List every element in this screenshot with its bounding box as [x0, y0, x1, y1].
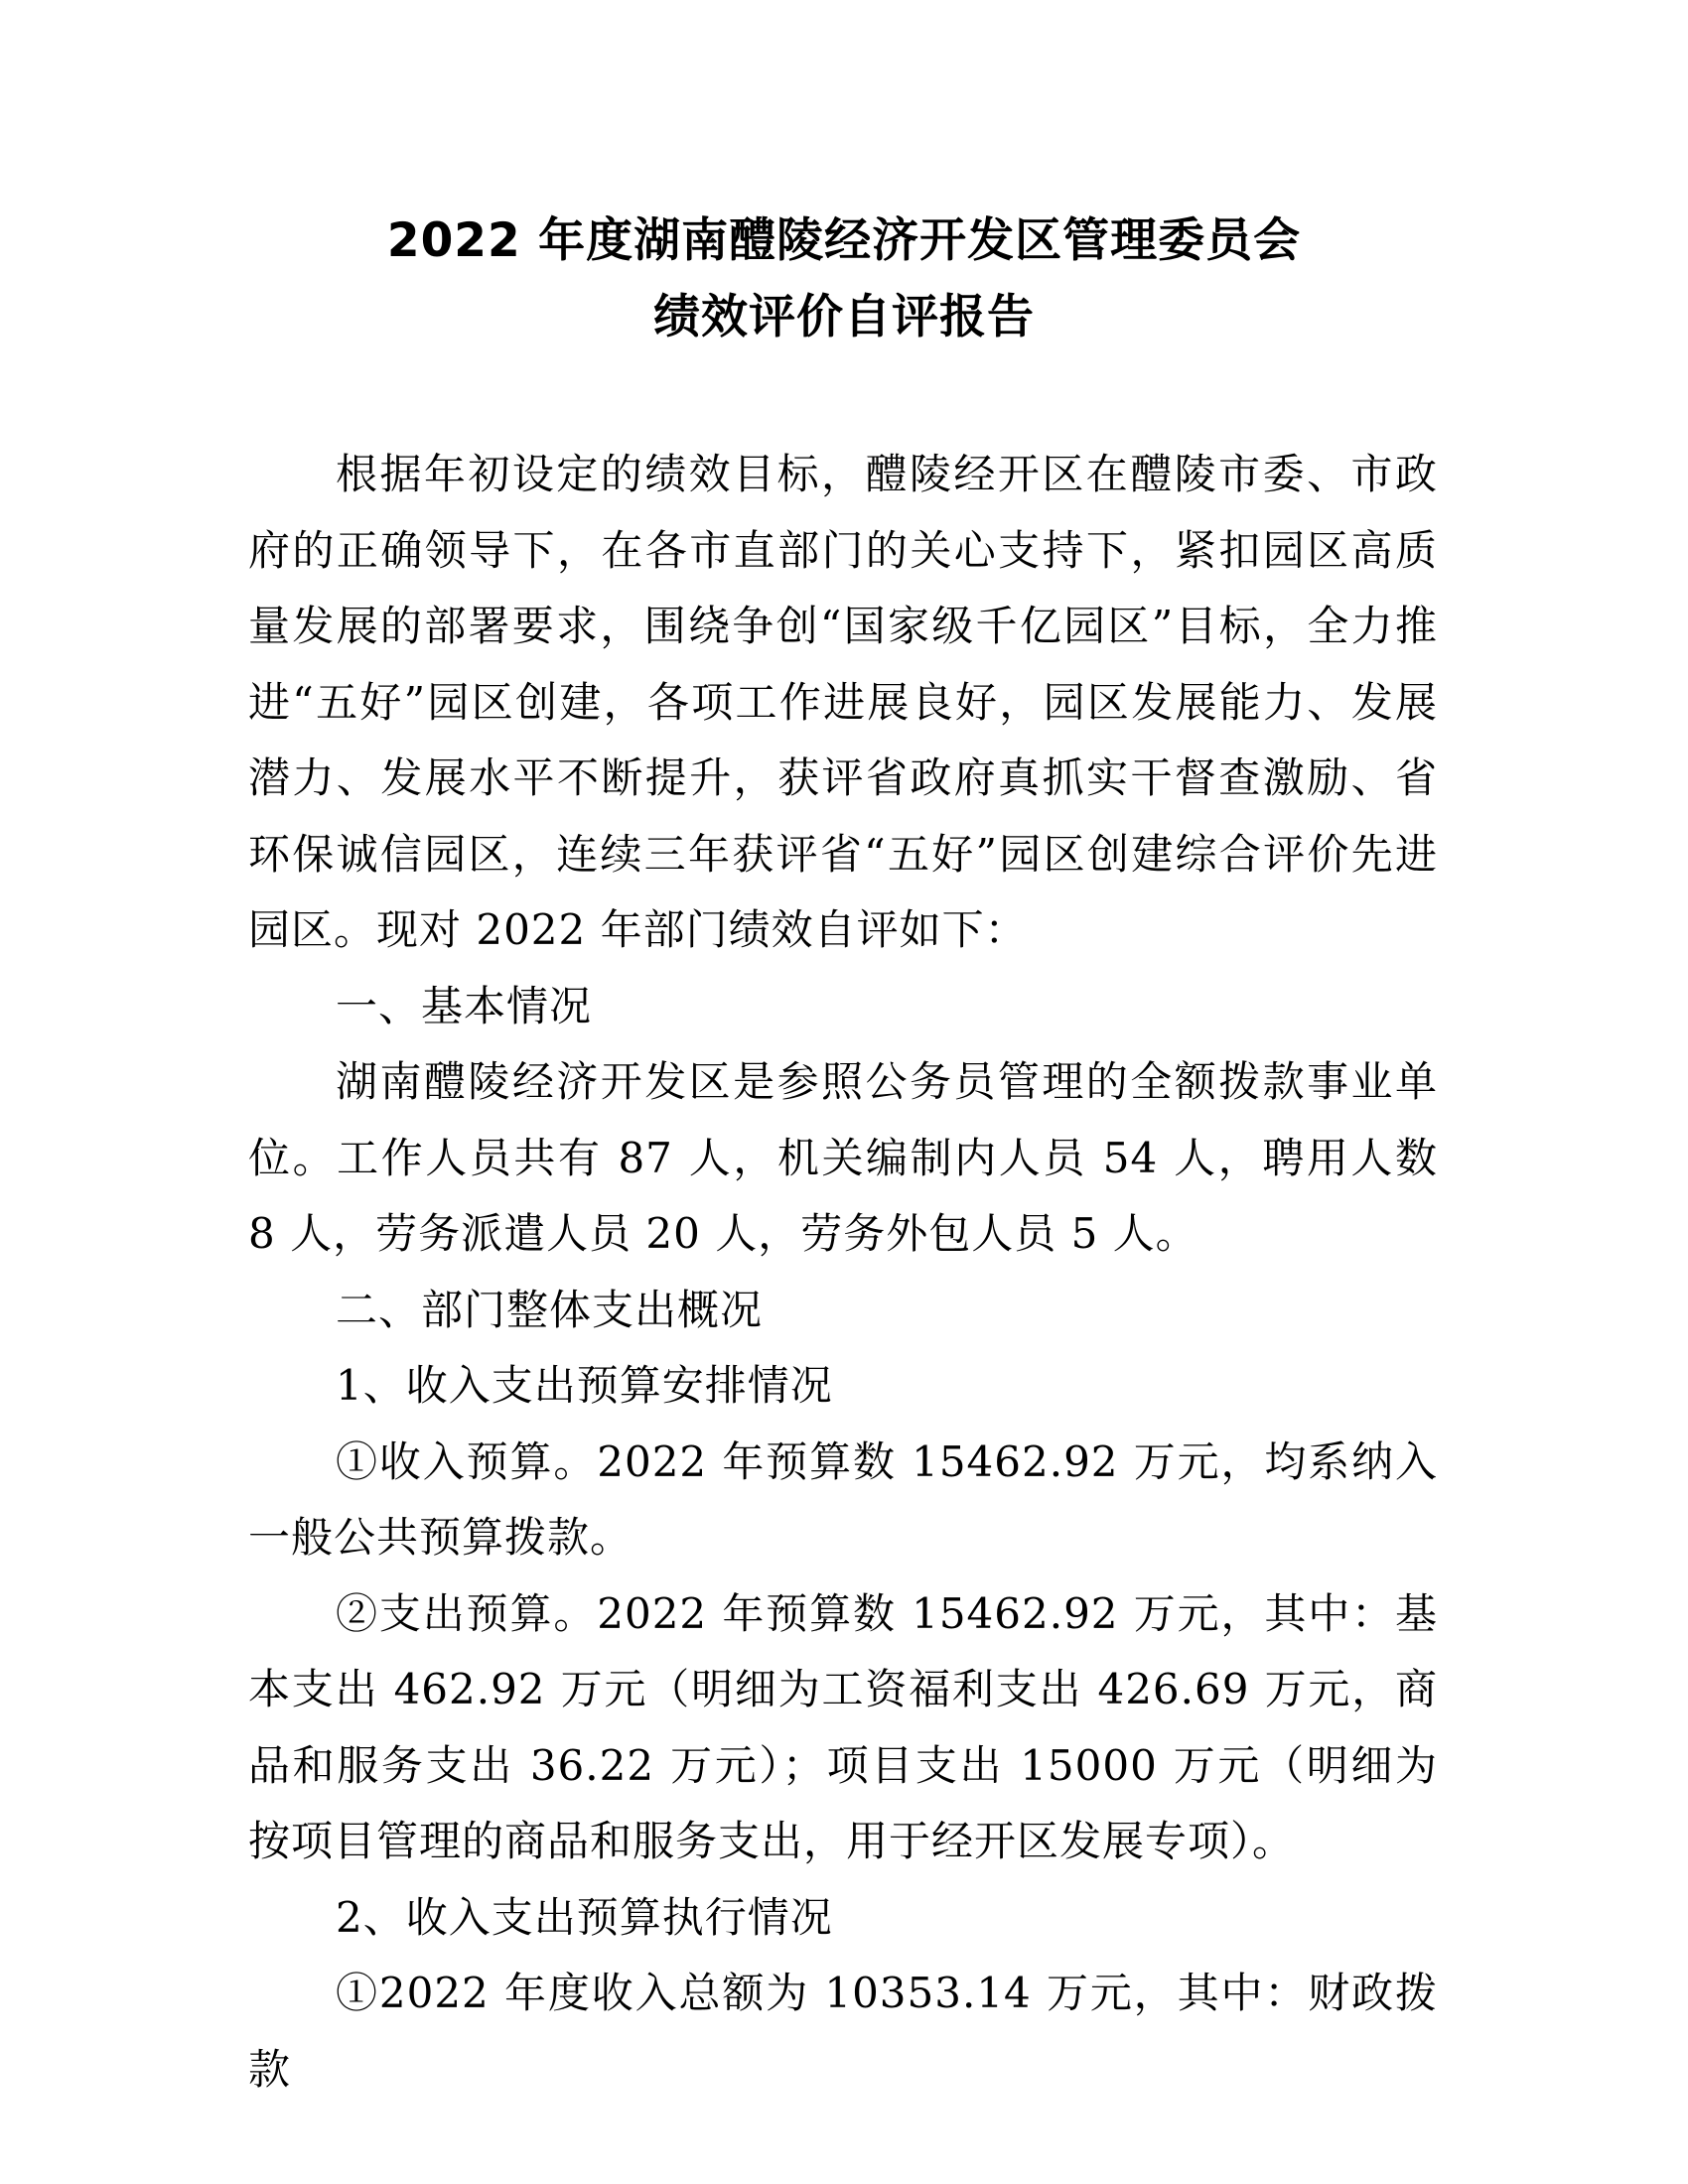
document-title-line-2: 绩效评价自评报告 — [653, 290, 1035, 344]
subheading-budget-arrangement: 1、收入支出预算安排情况 — [336, 1361, 833, 1410]
paragraph-income-total: ①2022 年度收入总额为 10353.14 万元，其中：财政拨款 — [248, 1969, 1438, 2094]
document-title-line-1: 2022 年度湖南醴陵经济开发区管理委员会 — [386, 213, 1302, 268]
section-heading-expenditure-overview: 二、部门整体支出概况 — [336, 1285, 764, 1334]
subheading-budget-execution: 2、收入支出预算执行情况 — [336, 1892, 833, 1942]
section-heading-basic-info: 一、基本情况 — [336, 981, 593, 1030]
document-body — [248, 437, 1438, 2108]
paragraph-expenditure-budget: ②支出预算。2022 年预算数 15462.92 万元，其中：基本支出 462.92 万元（明细为工资福利支出 426.69 万元，商品和服务支出 36.22 万元）；项目支出 15000 万元（明细为按项目管理的商品和服务支出，用于经开区发展专项）。 — [248, 1588, 1438, 1865]
paragraph-income-budget: ①收入预算。2022 年预算数 15462.92 万元，均系纳入一般公共预算拨款。 — [248, 1436, 1438, 1562]
paragraph-basic-info: 湖南醴陵经济开发区是参照公务员管理的全额拨款事业单位。工作人员共有 87 人，机关编制内人员 54 人，聘用人数 8 人，劳务派遣人员 20 人，劳务外包人员 5 人。 — [248, 1057, 1438, 1258]
paragraph-intro: 根据年初设定的绩效目标，醴陵经开区在醴陵市委、市政府的正确领导下，在各市直部门的关心支持下，紧扣园区高质量发展的部署要求，围绕争创“国家级千亿园区”目标，全力推进“五好”园区创建，各项工作进展良好，园区发展能力、发展潜力、发展水平不断提升，获评省政府真抓实干督查激励、省环保诚信园区，连续三年获评省“五好”园区创建综合评价先进园区。现对 2022 年部门绩效自评如下： — [248, 450, 1438, 954]
